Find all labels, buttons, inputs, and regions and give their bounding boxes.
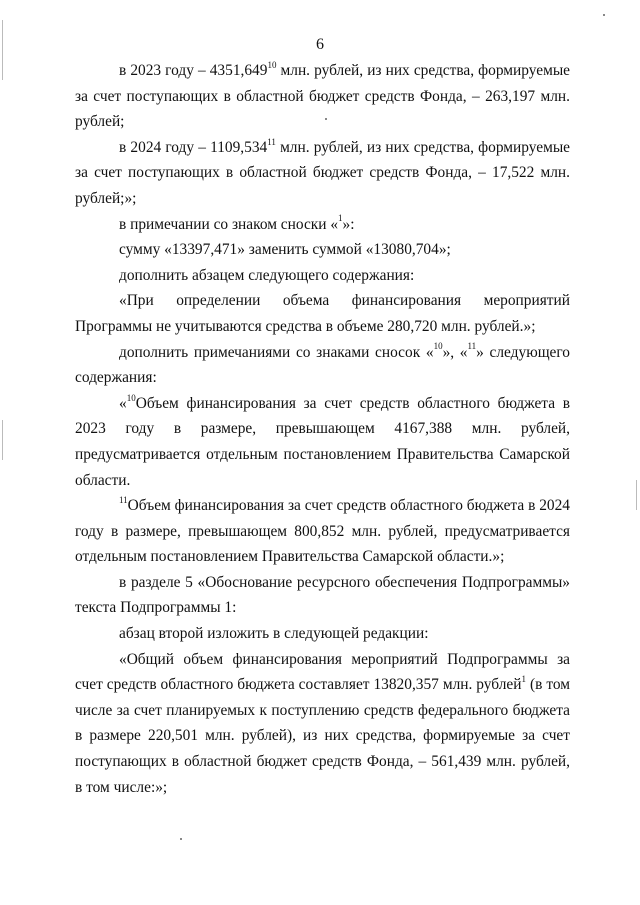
paragraph-text: дополнить примечаниями со знаками сносок « [119,343,434,361]
paragraph-text: Объем финансирования за счет средств областного бюджета в 2023 году в размере, превышающем 4167,388 млн. рублей, предусматривается отдельным постановлением Правительства Самарской области. [75,394,570,489]
paragraph-text: в разделе 5 «Обоснование ресурсного обеспечения Подпрограммы» текста Подпрограммы 1: [75,573,570,617]
footnote-mark: 11 [119,494,128,505]
paragraph [75,621,570,647]
paragraph-text: млн. рублей, из них средства, формируемые за счет поступающих в областной бюджет средств Фонда, – 263,197 млн. рублей; [75,62,571,131]
scan-edge-mark [2,420,3,460]
paragraph [75,263,570,289]
paragraph-text: в 2024 году – 1109,534 [119,138,268,156]
footnote-mark: 11 [467,341,477,352]
paragraph [75,647,570,801]
scan-speck [603,14,605,16]
paragraph [75,391,570,493]
paragraph-text: », « [442,343,468,361]
scan-edge-mark [636,480,637,510]
paragraph-text: » следующего содержания: [75,343,570,387]
paragraph-text: «При определении объема финансирования мероприятий Программы не учитываются средства в объеме 280,720 млн. рублей.»; [75,292,570,335]
footnote-mark: 1 [521,674,526,685]
paragraph-text: « [119,394,127,412]
footnote-mark: 1 [338,213,343,224]
paragraph [75,58,570,135]
paragraph [75,135,570,212]
paragraph [75,493,570,570]
scan-speck [180,838,182,840]
paragraph [75,570,570,621]
paragraph-text: Объем финансирования за счет средств областного бюджета в 2024 году в размере, превышающем 800,852 млн. рублей, предусматривается отдельным постановлением Правительства Самарской области.»; [75,497,570,566]
paragraph [75,288,570,339]
paragraph-text: сумму «13397,471» заменить суммой «13080,704»; [119,241,451,259]
paragraph-text: »: [342,215,355,233]
paragraph-text: дополнить абзацем следующего содержания: [119,266,415,284]
paragraph-text: (в том числе за счет планируемых к поступлению средств федерального бюджета в размере 220,501 млн. рублей), из них средства, формируемые за счет поступающих в областной бюджет средств Фонда, – 561,439 млн. рублей, в том числе:»; [75,676,570,796]
document-body [75,58,570,800]
paragraph-text: «Общий объем финансирования мероприятий Подпрограммы за счет средств областного бюджета составляет 13820,357 млн. рублей [75,650,570,694]
paragraph-text: в 2023 году – 4351,649 [119,62,268,79]
footnote-mark: 11 [267,136,276,147]
page-number: 6 [316,36,324,53]
paragraph [75,340,570,391]
paragraph-text: абзац второй изложить в следующей редакции: [119,625,429,643]
footnote-mark: 10 [267,59,277,70]
scan-speck [325,118,327,120]
paragraph-text: в примечании со знаком сноски « [119,215,339,233]
footnote-mark: 10 [433,341,443,352]
footnote-mark: 10 [126,392,136,403]
paragraph [75,237,570,263]
scan-edge-mark [2,20,3,80]
paragraph [75,212,570,238]
paragraph-text: млн. рублей, из них средства, формируемые за счет поступающих в областной бюджет средств Фонда, – 17,522 млн. рублей;»; [75,138,570,207]
